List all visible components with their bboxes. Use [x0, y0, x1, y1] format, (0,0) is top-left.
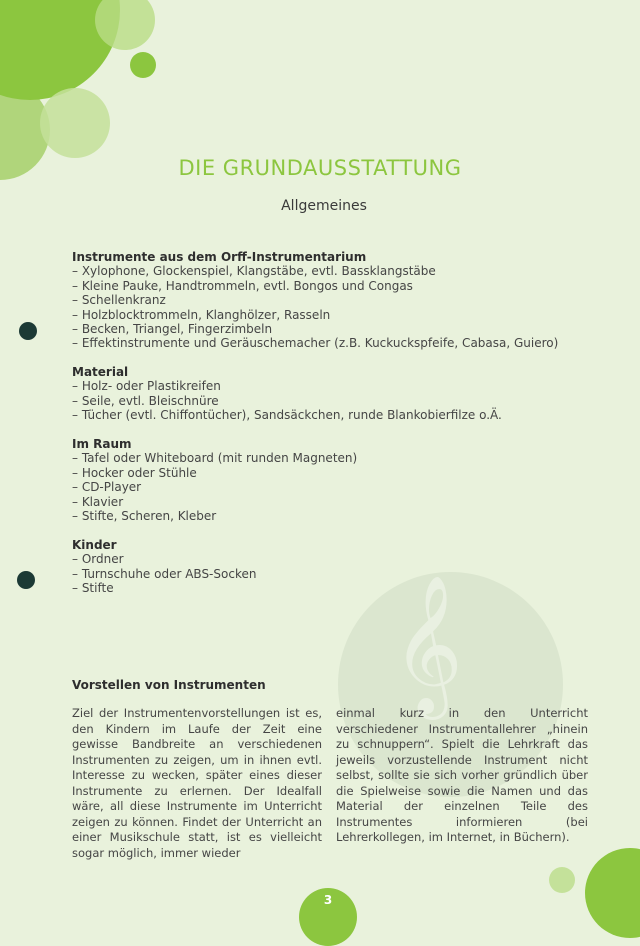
list-item: – Becken, Triangel, Fingerzimbeln	[72, 322, 273, 337]
section-kinder	[72, 538, 256, 596]
list-item: – CD-Player	[72, 480, 142, 495]
decor-dot	[17, 571, 35, 589]
decor-circle	[130, 52, 156, 78]
section-heading: Im Raum	[72, 437, 132, 451]
section-heading: Material	[72, 365, 129, 379]
list-item: – Tücher (evtl. Chiffontücher), Sandsäckchen, runde Blankobierfilze o.Ä.	[72, 408, 502, 423]
section-im-raum	[72, 437, 357, 523]
item-list	[72, 264, 558, 350]
decor-circle	[585, 848, 640, 938]
list-item: – Kleine Pauke, Handtrommeln, evtl. Bongos und Congas	[72, 278, 413, 293]
section-material	[72, 365, 502, 423]
list-item: – Holzblocktrommeln, Klanghölzer, Rasseln	[72, 307, 331, 322]
body-text-column-2: einmal kurz in den Unterricht verschiedener Instrumentallehrer „hinein zu schnuppern“. Spielt die Lehrkraft das jeweils vorzustellende Instrument nicht selbst, sollte sie sich vorher gründlich über die Spielweise sowie die Namen und das Material der einzelnen Teile des Instrumentes informieren (bei Lehrerkollegen, im Internet, in Büchern).	[336, 706, 588, 844]
section-instrumente	[72, 250, 558, 351]
item-list	[72, 552, 256, 595]
list-item: – Holz- oder Plastikreifen	[72, 379, 221, 394]
list-item: – Hocker oder Stühle	[72, 465, 197, 480]
decor-dot	[19, 322, 37, 340]
list-item: – Seile, evtl. Bleischnüre	[72, 393, 219, 408]
list-item: – Stifte, Scheren, Kleber	[72, 509, 217, 524]
section-heading-vorstellen: Vorstellen von Instrumenten	[72, 678, 266, 692]
decor-circle	[40, 88, 110, 158]
list-item: – Effektinstrumente und Geräuschemacher (z.B. Kuckuckspfeife, Cabasa, Guiero)	[72, 336, 559, 351]
list-item: – Xylophone, Glockenspiel, Klangstäbe, evtl. Bassklangstäbe	[72, 264, 436, 279]
list-item: – Stifte	[72, 581, 114, 596]
item-list	[72, 451, 357, 523]
body-text-column-1: Ziel der Instrumentenvorstellungen ist es, den Kindern im Laufe der Zeit eine gewisse Bandbreite an verschiedenen Instrumenten zu zeigen, um in ihnen evtl. Interesse zu wecken, später eines dieser Instrumente zu erlernen. Der Idealfall wäre, all diese Instrumente im Unterricht zeigen zu können. Findet der Unterricht an einer Musikschule statt, ist es vielleicht sogar möglich, immer wieder	[72, 706, 322, 860]
treble-clef-icon: 𝄞	[392, 575, 463, 714]
section-heading: Instrumente aus dem Orff-Instrumentarium	[72, 250, 367, 264]
page-subtitle: Allgemeines	[281, 198, 367, 214]
page-number: 3	[323, 893, 333, 907]
list-item: – Klavier	[72, 494, 124, 509]
decor-circle	[549, 867, 575, 893]
section-heading: Kinder	[72, 538, 117, 552]
list-item: – Tafel oder Whiteboard (mit runden Magneten)	[72, 451, 358, 466]
list-item: – Ordner	[72, 552, 124, 567]
page-title: DIE GRUNDAUSSTATTUNG	[178, 156, 462, 180]
list-item: – Schellenkranz	[72, 293, 166, 308]
item-list	[72, 379, 502, 422]
list-item: – Turnschuhe oder ABS-Socken	[72, 566, 257, 581]
